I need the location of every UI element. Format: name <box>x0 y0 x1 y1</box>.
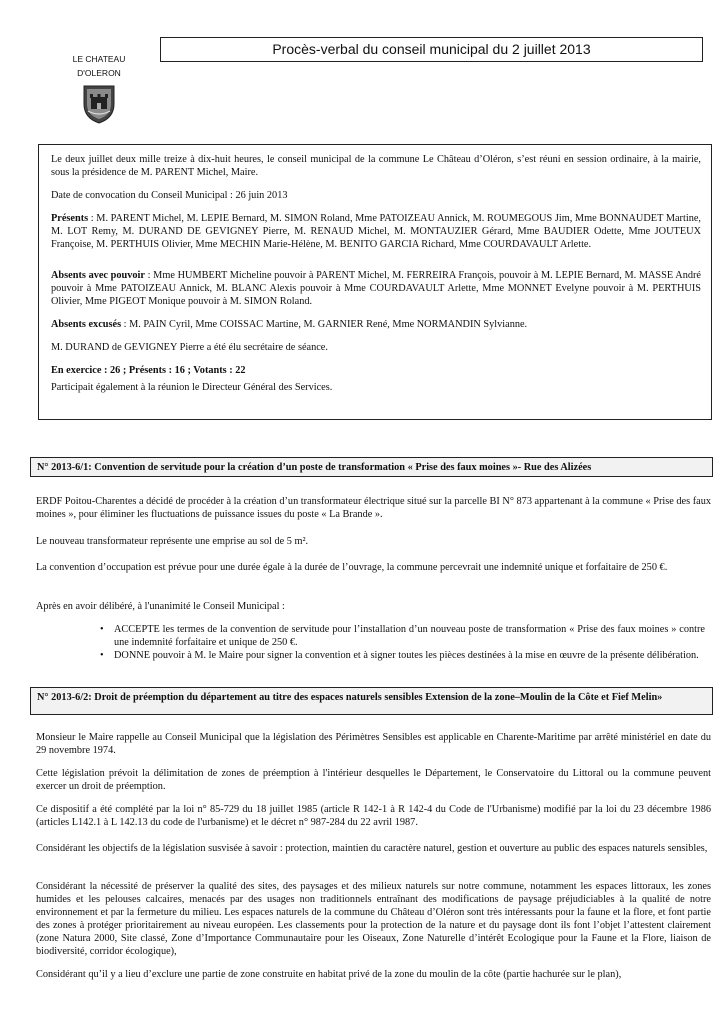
decision-pouvoir: DONNE pouvoir à M. le Maire pour signer la convention et à signer toutes les pièces destinées à la mise en œuvre de la présente délibération. <box>114 650 699 661</box>
session-opening: Le deux juillet deux mille treize à dix-huit heures, le conseil municipal de la commune Le Château d’Oléron, s’est réuni en session ordinaire, à la mairie, sous la présidence de M. PARENT Michel, Maire. <box>51 154 701 178</box>
item2-paragraph-2: Cette législation prévoit la délimitation de zones de préemption à l'intérieur desquelles le Département, le Conservatoire du Littoral ou la commune peuvent exercer un droit de préemption. <box>36 768 711 792</box>
coat-of-arms-icon <box>82 84 116 124</box>
item2-paragraph-4: Considérant les objectifs de la législation susvisée à savoir : protection, maintien du caractère naturel, gestion et ouverture au public des espaces naturels sensibles, <box>36 843 708 854</box>
commune-name <box>64 52 134 80</box>
item2-paragraph-3: Ce dispositif a été complété par la loi n° 85-729 du 18 juillet 1985 (article R 142-1 à R 142-4 du Code de l'Urbanisme) modifié par la loi du 23 décembre 1986 (articles L142.1 à L 142.13 du code de l'urbanisme) et le décret n° 987-284 du 22 avril 1987. <box>36 804 711 828</box>
vote-counts <box>51 364 701 377</box>
absents-pouvoir-label: Absents avec pouvoir <box>51 270 145 281</box>
absents-excuses-list <box>51 318 701 331</box>
commune-name-line1: LE CHATEAU <box>72 54 126 64</box>
decision-accept: ACCEPTE les termes de la convention de servitude pour l’installation d’un nouveau poste de transformation « Prise des faux moines » contre une indemnité forfaitaire et unique de 250 €. <box>114 624 705 648</box>
presents-list <box>51 212 701 251</box>
session-info-box <box>38 144 712 420</box>
bullet-icon: • <box>100 624 104 635</box>
item1-paragraph-1: ERDF Poitou-Charentes a décidé de procéder à la création d’un transformateur électrique situé sur la parcelle BI N° 873 appartenant à la commune « Prise des faux moines », pour éliminer les fluctuations de puissance issues du poste « La Brande ». <box>36 496 711 520</box>
decision-item <box>100 623 705 649</box>
vote-counts-text: En exercice : 26 ; Présents : 16 ; Votants : 22 <box>51 365 246 376</box>
absents-excuses-names: : M. PAIN Cyril, Mme COISSAC Martine, M. GARNIER René, Mme NORMANDIN Sylvianne. <box>121 319 528 330</box>
item1-paragraph-2: Le nouveau transformateur représente une emprise au sol de 5 m². <box>36 536 309 547</box>
item2-title: N° 2013-6/2: Droit de préemption du département au titre des espaces naturels sensibles Extension de la zone–Moulin de la Côte et Fief Melin» <box>30 687 713 715</box>
absents-pouvoir-list <box>51 269 701 308</box>
item1-title: N° 2013-6/1: Convention de servitude pour la création d’un poste de transformation « Prise des faux moines »- Rue des Alizées <box>30 457 713 477</box>
item1-paragraph-4: Après en avoir délibéré, à l'unanimité le Conseil Municipal : <box>36 601 285 612</box>
bullet-icon: • <box>100 650 104 661</box>
item1-decisions <box>100 623 705 662</box>
item1-paragraph-3: La convention d’occupation est prévue pour une durée égale à la durée de l’ouvrage, la commune percevrait une indemnité unique et forfaitaire de 250 €. <box>36 562 668 573</box>
absents-pouvoir-names: : Mme HUMBERT Micheline pouvoir à PARENT Michel, M. FERREIRA François, pouvoir à M. LEPIE Bernard, M. MASSE André pouvoir à Mme PATOIZEAU Annick, M. BLANC Alexis pouvoir à Mme COURDAVAULT Arlette, Mme MONNET Evelyne pouvoir à M. PERTHUIS Olivier, Mme PIGEOT Monique pouvoir à M. SIMON Roland. <box>51 270 701 307</box>
director-note: Participait également à la réunion le Directeur Général des Services. <box>51 382 333 393</box>
document-title: Procès-verbal du conseil municipal du 2 juillet 2013 <box>160 37 703 62</box>
convocation-date: Date de convocation du Conseil Municipal : 26 juin 2013 <box>51 190 288 201</box>
item2-paragraph-6: Considérant qu’il y a lieu d’exclure une partie de zone construite en habitat privé de la zone du moulin de la côte (partie hachurée sur le plan), <box>36 969 622 980</box>
secretary: M. DURAND de GEVIGNEY Pierre a été élu secrétaire de séance. <box>51 342 328 353</box>
commune-name-line2: D'OLERON <box>77 68 121 78</box>
decision-item <box>100 649 705 662</box>
presents-label: Présents <box>51 213 89 224</box>
item2-paragraph-1: Monsieur le Maire rappelle au Conseil Municipal que la législation des Périmètres Sensibles est applicable en Charente-Maritime par arrêté ministériel en date du 29 novembre 1974. <box>36 732 711 756</box>
item2-paragraph-5: Considérant la nécessité de préserver la qualité des sites, des paysages et des milieux naturels sur notre commune, notamment les espaces littoraux, les zones humides et les pelouses calcaires, menacés par des usages non traditionnels entraînant des modifications de paysage préjudiciables à la qualité de notre environnement et par la fermeture du milieu. Les espaces naturels de la commune du Château d’Oléron sont très intéressants pour la faune et la flore, et font partie des zones à protéger prioritairement au niveau européen. Les classements pour la protection de la nature et du paysage dont ils font l’objet l’attestent clairement (zone Natura 2000, Site classé, Zone d’Importance Communautaire pour les Oiseaux, Zone Naturelle d’intérêt Ecologique pour la Faune et la Flore, liaison de biodiversité, corridor écologique), <box>36 881 711 957</box>
presents-names: : M. PARENT Michel, M. LEPIE Bernard, M. SIMON Roland, Mme PATOIZEAU Annick, M. ROUMEGOUS Jim, Mme BONNAUDET Martine, M. LOT Remy, M. DURAND DE GEVIGNEY Pierre, M. RENAUD Michel, M. MONTAUZIER Gérard, Mme BAUDIER Odette, Mme JOUTEUX Françoise, M. PERTHUIS Olivier, Mme MECHIN Marie-Hélène, M. BENITO GARCIA Richard, Mme COURDAVAULT Arlette. <box>51 213 701 250</box>
absents-excuses-label: Absents excusés <box>51 319 122 330</box>
